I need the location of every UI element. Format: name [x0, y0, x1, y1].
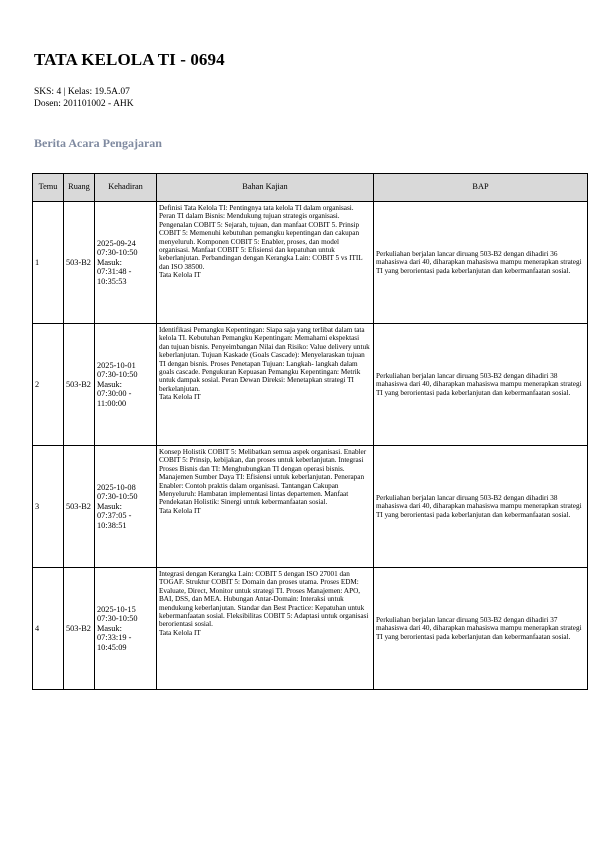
meeting-time: 07:30-10:50 — [97, 248, 138, 258]
table-row — [33, 324, 588, 446]
material-cell — [157, 324, 374, 446]
header-material: Bahan Kajian — [157, 174, 374, 202]
attendance-cell — [95, 202, 157, 324]
masuk-label: Masuk: — [97, 379, 122, 389]
masuk-time: 07:33:19 - — [97, 633, 132, 643]
attendance-cell — [95, 446, 157, 568]
material-text: Identifikasi Pemangku Kepentingan: Siapa saja yang terlibat dalam tata kelola TI. Kebutuhan Pemangku Kepentingan: Memahami ekspektasi dan tujuan bisnis. Penyeimbangan Nilai dan Risiko: Value delivery untuk keberlanjutan. Tujuan Kaskade (Goals Cascade): Menyelaraskan tujuan TI dengan bisnis. Proses Penetapan Tujuan: Langkah- langkah dalam goals cascade. Pengukuran Kepuasan Pemangku Kepentingan: Metrik untuk dampak sosial. Peran Dewan Direksi: Menetapkan strategi TI berkelanjutan. — [159, 326, 370, 393]
material-text: Konsep Holistik COBIT 5: Melibatkan semua aspek organisasi. Enabler COBIT 5: Prinsip, kebijakan, dan proses untuk keberlanjutan. Integrasi Proses Bisnis dan TI: Menghubungkan TI dengan operasi bisnis. Manajemen Sumber Daya TI: Efisiensi untuk keberlanjutan. Penerapan Enabler: Contoh praktis dalam organisasi. Tantangan Cakupan Menyeluruh: Hambatan implementasi lintas departemen. Manfaat Pendekatan Holistik: Sinergi untuk kebermanfaatan sosial. — [159, 448, 367, 507]
meeting-number: 3 — [33, 446, 64, 568]
bap-cell: Perkuliahan berjalan lancar diruang 503-B2 dengan dihadiri 38 mahasiswa dari 40, diharapkan mahasiswa mampu menerapkan strategi TI yang berorientasi pada keberlanjutan dan kebermanfaatan sosial. — [374, 324, 588, 446]
material-tag: Tata Kelola IT — [159, 628, 201, 637]
bap-cell: Perkuliahan berjalan lancar diruang 503-B2 dengan dihadiri 37 mahasiswa dari 40, diharapkan mahasiswa mampu menerapkan strategi TI yang berorientasi pada keberlanjutan dan kebermanfaatan sosial. — [374, 568, 588, 690]
material-cell — [157, 568, 374, 690]
attendance-cell — [95, 324, 157, 446]
room-cell: 503-B2 — [64, 324, 95, 446]
material-text: Integrasi dengan Kerangka Lain: COBIT 5 dengan ISO 27001 dan TOGAF. Struktur COBIT 5: Domain dan proses utama. Proses EDM: Evaluate, Direct, Monitor untuk strategi TI. Proses Manajemen: APO, BAI, DSS, dan MEA. Hubungan Antar-Domain: Interaksi untuk mendukung keberlanjutan. Standar dan Best Practice: Kepatuhan untuk kebermanfaatan sosial. Fleksibilitas COBIT 5: Adaptasi untuk organisasi berorientasi sosial. — [159, 570, 369, 629]
meeting-number: 2 — [33, 324, 64, 446]
material-tag: Tata Kelola IT — [159, 271, 201, 280]
table-row — [33, 568, 588, 690]
meeting-number: 1 — [33, 202, 64, 324]
table-row — [33, 202, 588, 324]
meeting-date: 2025-10-08 — [97, 482, 136, 492]
masuk-label: Masuk: — [97, 623, 122, 633]
keluar-time: 10:45:09 — [97, 642, 127, 652]
masuk-label: Masuk: — [97, 501, 122, 511]
meeting-date: 2025-10-15 — [97, 604, 136, 614]
masuk-time: 07:31:48 - — [97, 267, 132, 277]
keluar-time: 11:00:00 — [97, 398, 127, 408]
meeting-time: 07:30-10:50 — [97, 614, 138, 624]
masuk-label: Masuk: — [97, 257, 122, 267]
course-title: TATA KELOLA TI - 0694 — [34, 50, 225, 69]
masuk-time: 07:37:05 - — [97, 511, 132, 521]
meeting-time: 07:30-10:50 — [97, 492, 138, 502]
table-header-row — [33, 174, 588, 202]
header-room: Ruang — [64, 174, 95, 202]
meeting-number: 4 — [33, 568, 64, 690]
header-attendance: Kehadiran — [95, 174, 157, 202]
material-cell — [157, 446, 374, 568]
keluar-time: 10:35:53 — [97, 276, 127, 286]
attendance-cell — [95, 568, 157, 690]
room-cell: 503-B2 — [64, 568, 95, 690]
meeting-time: 07:30-10:50 — [97, 370, 138, 380]
room-cell: 503-B2 — [64, 446, 95, 568]
meeting-date: 2025-10-01 — [97, 360, 136, 370]
masuk-time: 07:30:00 - — [97, 389, 132, 399]
teaching-record-table — [32, 173, 588, 690]
material-tag: Tata Kelola IT — [159, 506, 201, 515]
header-bap: BAP — [374, 174, 588, 202]
meeting-date: 2025-09-24 — [97, 238, 136, 248]
header-meeting: Temu — [33, 174, 64, 202]
lecturer-info: Dosen: 201101002 - AHK — [34, 99, 134, 109]
course-meta: SKS: 4 | Kelas: 19.5A.07 — [34, 87, 130, 97]
bap-cell: Perkuliahan berjalan lancar diruang 503-B2 dengan dihadiri 38 mahasiswa dari 40, diharapkan mahasiswa mampu menerapkan strategi TI yang berorientasi pada keberlanjutan dan kebermanfaatan sosial. — [374, 446, 588, 568]
material-text: Definisi Tata Kelola TI: Pentingnya tata kelola TI dalam organisasi. Peran TI dalam Bisnis: Mendukung tujuan strategis organisasi. Pengenalan COBIT 5: Sejarah, tujuan, dan manfaat COBIT 5. Prinsip COBIT 5: Memenuhi kebutuhan pemangku kepentingan dan cakupan menyeluruh. Komponen COBIT 5: Enabler, proses, dan model organisasi. Manfaat COBIT 5: Efisiensi dan kepatuhan untuk keberlanjutan. Perbandingan dengan Kerangka Lain: COBIT 5 vs ITIL dan ISO 38500. — [159, 204, 363, 271]
keluar-time: 10:38:51 — [97, 520, 127, 530]
bap-cell: Perkuliahan berjalan lancar diruang 503-B2 dengan dihadiri 36 mahasiswa dari 40, diharapkan mahasiswa mampu menerapkan strategi TI yang berorientasi pada keberlanjutan dan kebermanfaatan sosial. — [374, 202, 588, 324]
material-tag: Tata Kelola IT — [159, 393, 201, 402]
table-row — [33, 446, 588, 568]
section-title: Berita Acara Pengajaran — [34, 136, 162, 150]
room-cell: 503-B2 — [64, 202, 95, 324]
material-cell — [157, 202, 374, 324]
